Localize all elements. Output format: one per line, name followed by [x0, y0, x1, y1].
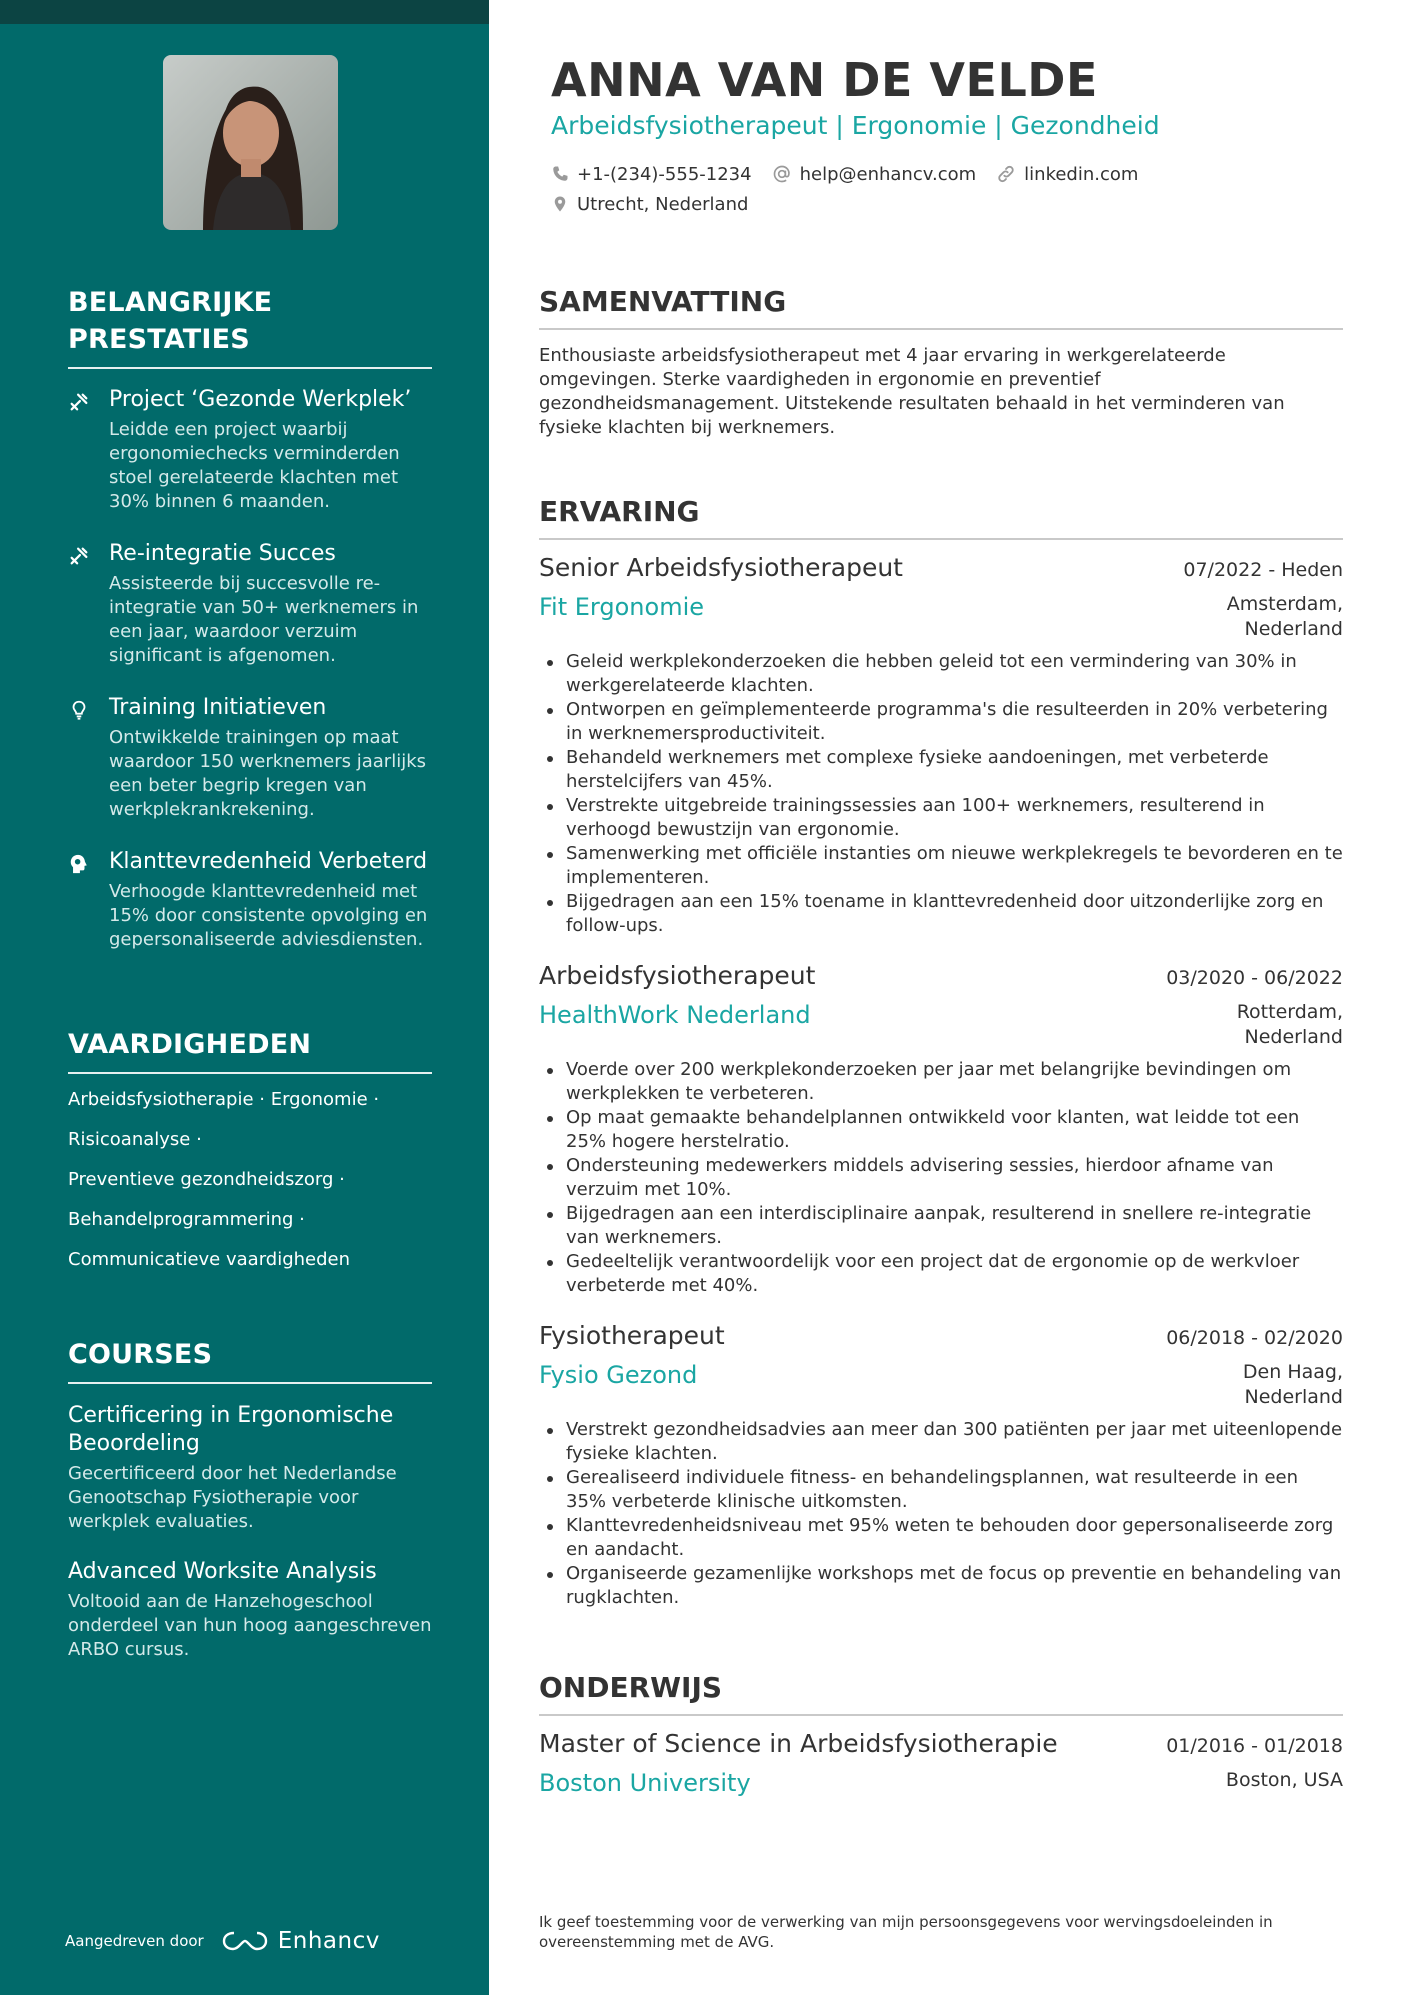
email-contact[interactable]: [772, 164, 977, 185]
achievement-title: Project ‘Gezonde Werkplek’: [109, 387, 412, 412]
achievement-desc: Ontwikkelde trainingen op maat waardoor 150 werknemers jaarlijks een beter begrip kregen van werkplekrankrekening.: [109, 727, 426, 820]
job-title: Senior Arbeidsfysiotherapeut: [539, 553, 903, 582]
job-location: Den Haag, Nederland: [1242, 1361, 1343, 1408]
bullet-item: Op maat gemaakte behandelplannen ontwikkeld voor klanten, wat leidde tot een 25% hogere herstelratio.: [539, 1106, 1343, 1154]
achievement-desc: Leidde een project waarbij ergonomiechecks verminderden stoel gerelateerde klachten met 30% binnen 6 maanden.: [109, 419, 400, 512]
job-bullets: [539, 1418, 1343, 1610]
experience-title: ERVARING: [539, 494, 1343, 540]
courses-section: [68, 1336, 432, 1662]
job-company: Fit Ergonomie: [539, 593, 704, 621]
location-text: Utrecht, Nederland: [577, 193, 749, 215]
skills-title: VAARDIGHEDEN: [68, 1026, 432, 1074]
job-bullets: [539, 650, 1343, 938]
bullet-item: Klanttevredenheidsniveau met 95% weten te behouden door gepersonaliseerde zorg en aandacht.: [539, 1514, 1343, 1562]
bullet-item: Bijgedragen aan een interdisciplinaire aanpak, resulterend in snellere re-integratie van werknemers.: [539, 1202, 1343, 1250]
contact-info: [551, 160, 1331, 220]
skill-line: Preventieve gezondheidszorg ·: [68, 1169, 345, 1190]
job-title: Fysiotherapeut: [539, 1321, 725, 1350]
brand-name: Enhancv: [277, 1928, 380, 1954]
achievement-item: [68, 385, 432, 514]
bullet-item: Verstrekt gezondheidsadvies aan meer dan 300 patiënten per jaar met uiteenlopende fysieke klachten.: [539, 1418, 1343, 1466]
achievement-desc: Assisteerde bij succesvolle re-integratie van 50+ werknemers in een jaar, waardoor verzuim significant is afgenomen.: [109, 573, 419, 666]
bullet-item: Samenwerking met officiële instanties om nieuwe werkplekregels te bevorderen en te implementeren.: [539, 842, 1343, 890]
course-title: Certificering in Ergonomische Beoordeling: [68, 1403, 394, 1456]
course-item: [68, 1402, 432, 1534]
summary-section: [539, 284, 1343, 440]
achievement-item: [68, 847, 432, 952]
achievement-title: Training Initiatieven: [109, 695, 327, 720]
education-location: Boston, USA: [1225, 1769, 1343, 1791]
bullet-item: Ondersteuning medewerkers middels advisering sessies, hierdoor afname van verzuim met 10%.: [539, 1154, 1343, 1202]
bullet-item: Voerde over 200 werkplekonderzoeken per jaar met belangrijke bevindingen om werkplekken te verbeteren.: [539, 1058, 1343, 1106]
job-company: Fysio Gezond: [539, 1361, 698, 1389]
linkedin-text: linkedin.com: [1024, 163, 1139, 185]
bullet-item: Gedeeltelijk verantwoordelijk voor een project dat de ergonomie op de werkvloer verbeterde met 40%.: [539, 1250, 1343, 1298]
course-title: Advanced Worksite Analysis: [68, 1559, 377, 1584]
course-desc: Voltooid aan de Hanzehogeschool onderdeel van hun hoog aangeschreven ARBO cursus.: [68, 1591, 432, 1660]
job-entry: [539, 960, 1343, 1298]
job-entry: [539, 1320, 1343, 1610]
powered-by: [65, 1928, 380, 1954]
job-title: Arbeidsfysiotherapeut: [539, 961, 816, 990]
courses-title: COURSES: [68, 1336, 432, 1384]
education-title: ONDERWIJS: [539, 1670, 1343, 1716]
job-company: HealthWork Nederland: [539, 1001, 811, 1029]
bullet-item: Ontworpen en geïmplementeerde programma's die resulteerden in 20% verbetering in werknemersproductiviteit.: [539, 698, 1343, 746]
job-location: Amsterdam, Nederland: [1226, 593, 1343, 640]
job-location: Rotterdam, Nederland: [1236, 1001, 1343, 1048]
skill-line: Communicatieve vaardigheden: [68, 1249, 351, 1270]
bullet-item: Verstrekte uitgebreide trainingssessies aan 100+ werknemers, resulterend in verhoogd bewustzijn van ergonomie.: [539, 794, 1343, 842]
sidebar: [0, 0, 489, 1995]
job-dates: 06/2018 - 02/2020: [1166, 1327, 1343, 1349]
summary-title: SAMENVATTING: [539, 284, 1343, 330]
achievement-item: [68, 539, 432, 668]
education-entry: [539, 1728, 1343, 1798]
tools-icon: [68, 391, 90, 413]
experience-section: [539, 494, 1343, 1610]
profile-photo: [163, 55, 338, 230]
candidate-name: ANNA VAN DE VELDE: [551, 53, 1098, 107]
infinity-icon: [222, 1929, 268, 1953]
lightbulb-icon: [68, 699, 90, 721]
achievement-item: [68, 693, 432, 822]
achievement-desc: Verhoogde klanttevredenheid met 15% door consistente opvolging en gepersonaliseerde adviesdiensten.: [109, 881, 428, 950]
bullet-item: Geleid werkplekonderzoeken die hebben geleid tot een vermindering van 30% in werkgerelateerde klachten.: [539, 650, 1343, 698]
job-dates: 03/2020 - 06/2022: [1166, 967, 1343, 989]
tools-icon: [68, 545, 90, 567]
course-desc: Gecertificeerd door het Nederlandse Genootschap Fysiotherapie voor werkplek evaluaties.: [68, 1463, 397, 1532]
location-contact: [551, 194, 748, 215]
powered-label: Aangedreven door: [65, 1932, 204, 1950]
achievement-title: Re-integratie Succes: [109, 541, 336, 566]
linkedin-contact[interactable]: [996, 164, 1138, 185]
job-entry: [539, 552, 1343, 938]
summary-text: Enthousiaste arbeidsfysiotherapeut met 4 jaar ervaring in werkgerelateerde omgevingen. Sterke vaardigheden in ergonomie en preventief gezondheidsmanagement. Uitstekende resultaten behaald in het verminderen van fysieke klachten bij werknemers.: [539, 345, 1285, 438]
job-dates: 07/2022 - Heden: [1183, 559, 1343, 581]
education-section: [539, 1670, 1343, 1798]
link-icon: [996, 164, 1016, 184]
achievements-title: BELANGRIJKE PRESTATIES: [68, 284, 432, 369]
bullet-item: Organiseerde gezamenlijke workshops met de focus op preventie en behandeling van rugklachten.: [539, 1562, 1343, 1610]
skills-section: [68, 1026, 432, 1288]
phone-icon: [551, 165, 569, 183]
at-icon: [772, 164, 792, 184]
bullet-item: Bijgedragen aan een 15% toename in klanttevredenheid door uitzonderlijke zorg en follow-ups.: [539, 890, 1343, 938]
skill-line: Arbeidsfysiotherapie · Ergonomie ·: [68, 1089, 380, 1110]
enhancv-logo[interactable]: [222, 1928, 380, 1954]
achievement-title: Klanttevredenheid Verbeterd: [109, 849, 428, 874]
phone-contact[interactable]: [551, 164, 752, 185]
school-name: Boston University: [539, 1769, 751, 1797]
bullet-item: Behandeld werknemers met complexe fysieke aandoeningen, met verbeterde herstelcijfers van 45%.: [539, 746, 1343, 794]
location-pin-icon: [551, 194, 569, 214]
phone-text: +1-(234)-555-1234: [577, 163, 752, 185]
head-brain-icon: [68, 853, 90, 875]
skill-line: Risicoanalyse ·: [68, 1129, 202, 1150]
job-bullets: [539, 1058, 1343, 1298]
degree-title: Master of Science in Arbeidsfysiotherapie: [539, 1729, 1058, 1758]
achievements-section: [68, 284, 432, 977]
sidebar-top-bar: [0, 0, 489, 24]
headline: Arbeidsfysiotherapeut | Ergonomie | Gezondheid: [551, 111, 1160, 140]
gdpr-consent: Ik geef toestemming voor de verwerking van mijn persoonsgegevens voor wervingsdoeleinden in overeenstemming met de AVG.: [539, 1913, 1273, 1951]
bullet-item: Gerealiseerd individuele fitness- en behandelingsplannen, wat resulteerde in een 35% verbeterde klinische uitkomsten.: [539, 1466, 1343, 1514]
course-item: [68, 1558, 432, 1662]
skill-line: Behandelprogrammering ·: [68, 1209, 305, 1230]
email-text: help@enhancv.com: [799, 163, 977, 185]
education-dates: 01/2016 - 01/2018: [1166, 1735, 1343, 1757]
